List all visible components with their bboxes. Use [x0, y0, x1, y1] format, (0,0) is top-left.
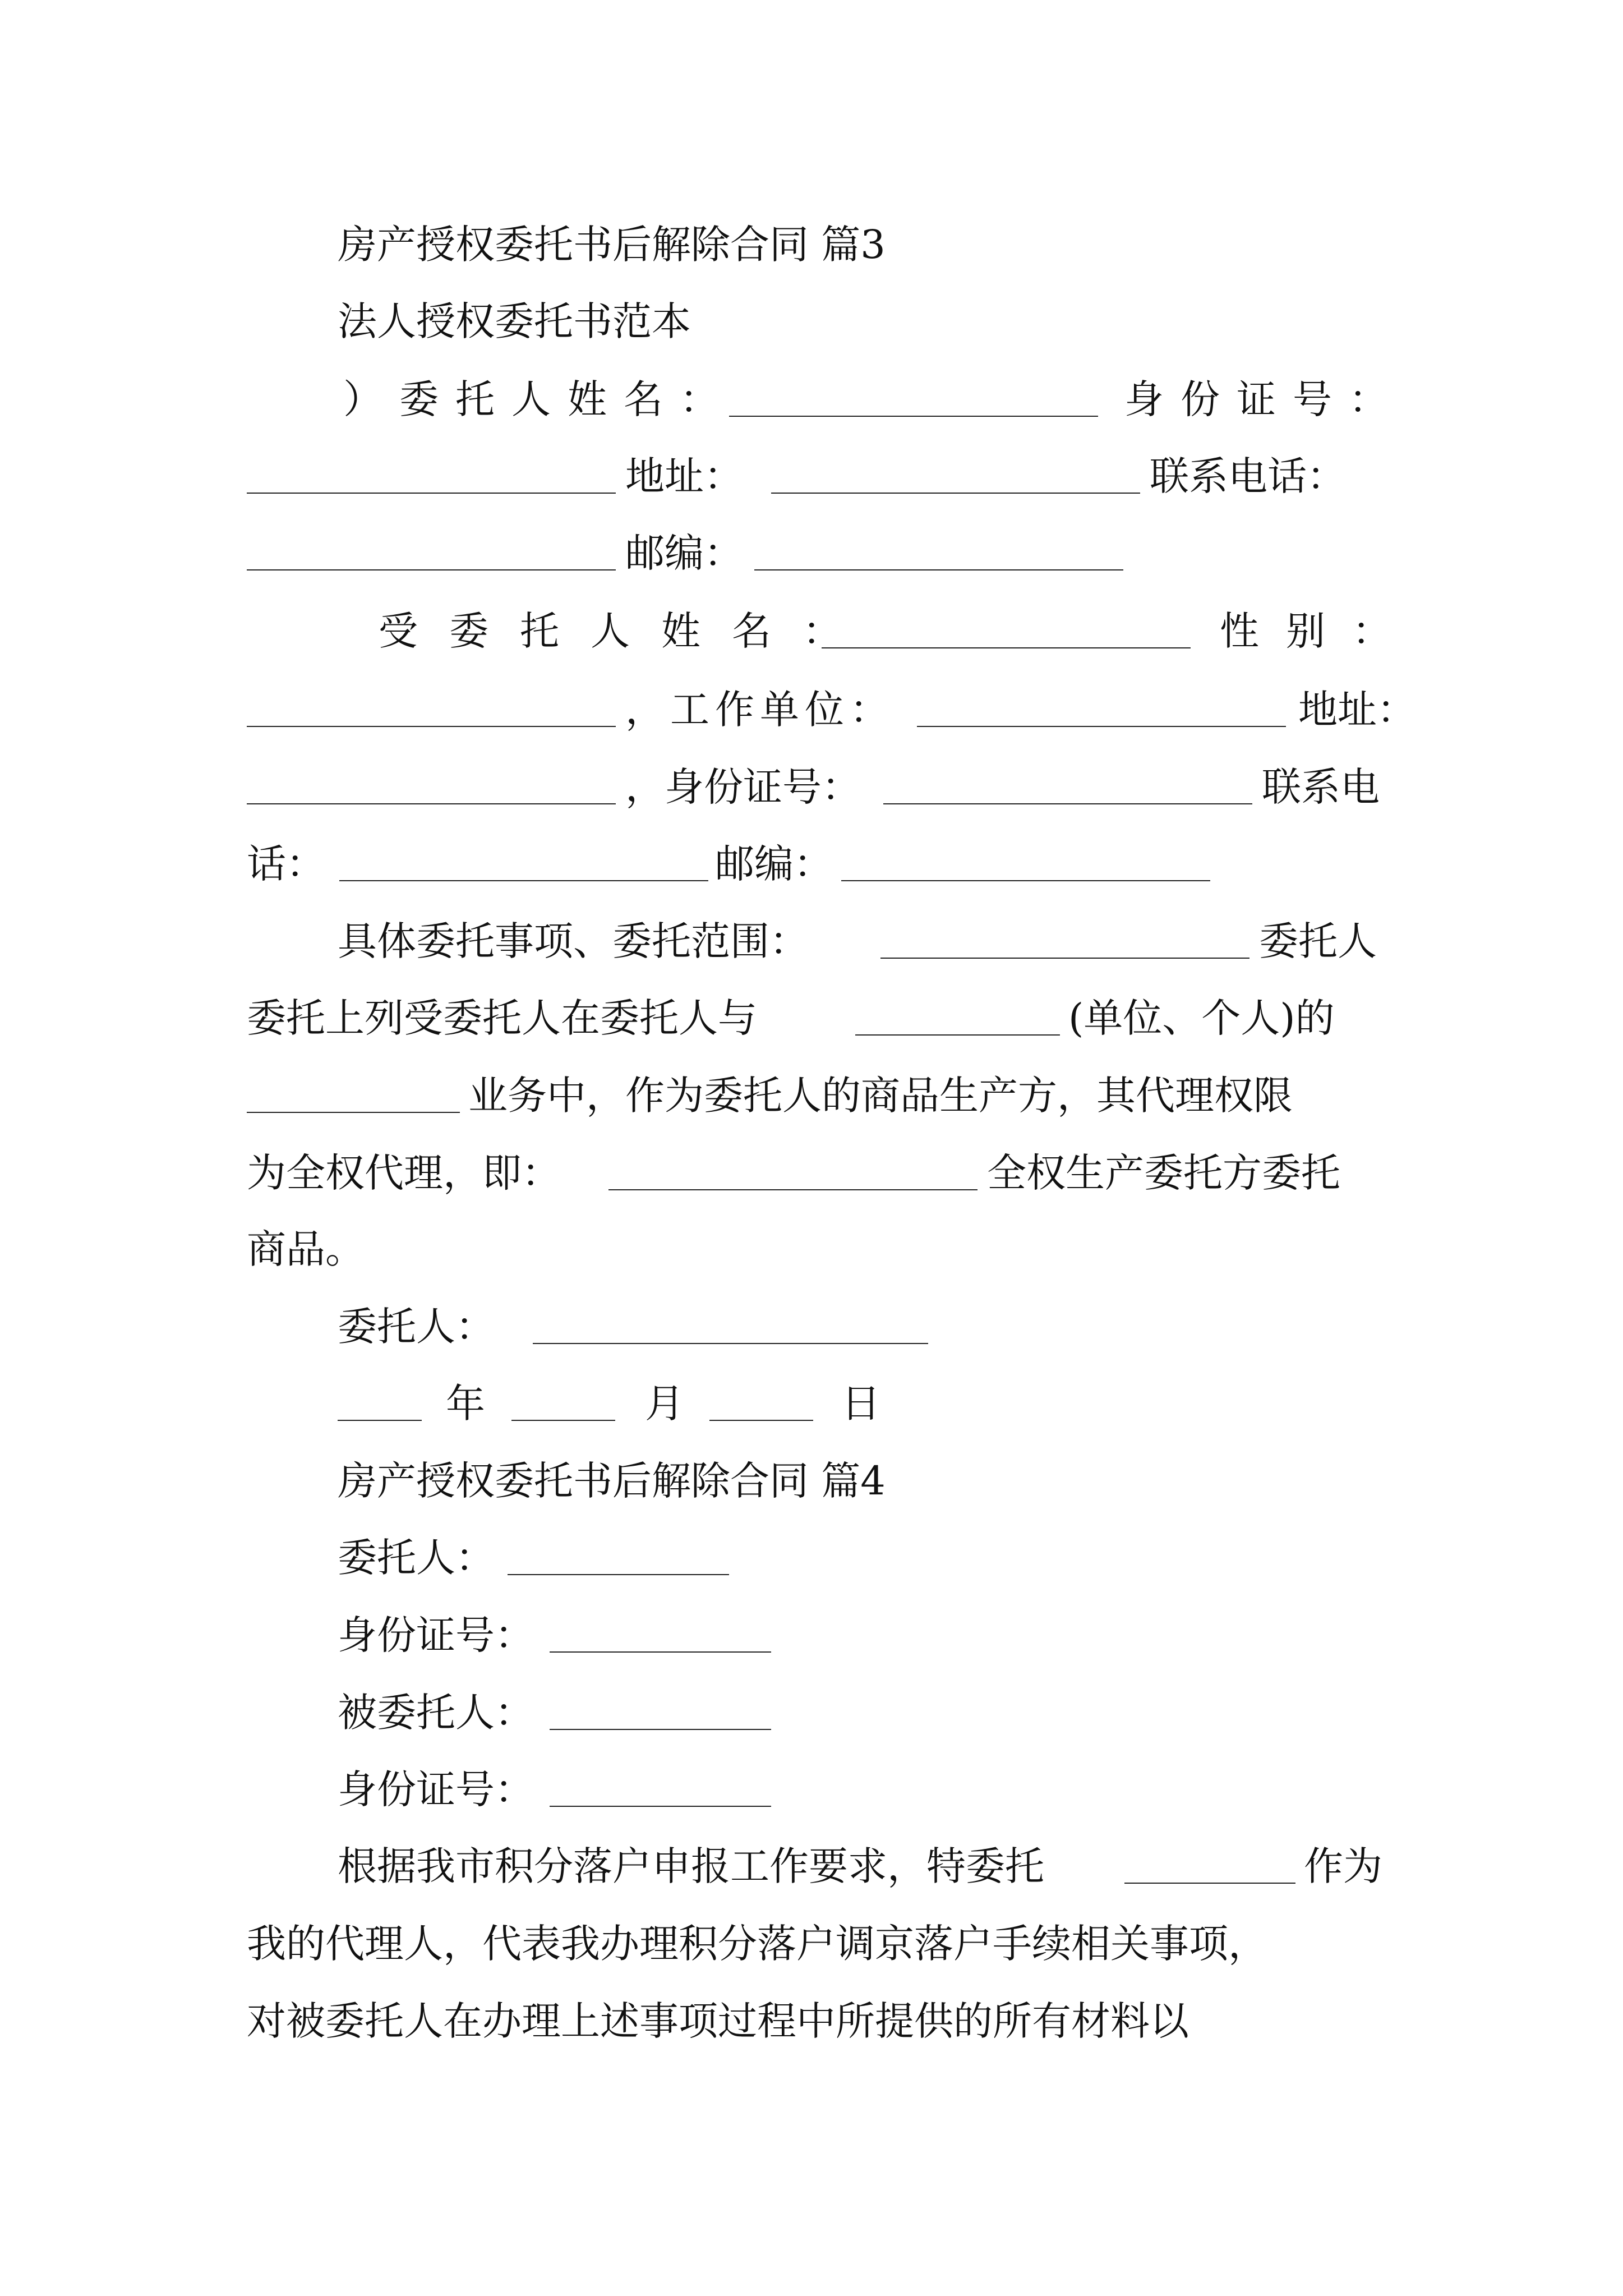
fill-blank: [247, 493, 616, 494]
body-text: 我的代理人，代表我办理积分落户调京落户手续相关事项，: [247, 1921, 1267, 1967]
label-text: ）委托人姓名：: [343, 376, 736, 422]
text-line: [0, 522, 1623, 584]
fill-blank: [508, 1574, 729, 1575]
label-text: 性别：: [1220, 608, 1418, 654]
fill-blank: [822, 647, 1191, 648]
date-day-label: 日: [841, 1381, 880, 1427]
heading-text: 房产授权委托书后解除合同 篇3: [338, 222, 886, 268]
fill-blank: [841, 880, 1210, 881]
body-text: 委托人: [1259, 918, 1377, 964]
text-line: [0, 756, 1623, 818]
date-year-label: 年: [446, 1381, 485, 1427]
body-text: (单位、个人)的: [1068, 995, 1335, 1041]
date-month-label: 月: [645, 1381, 684, 1427]
title-text: 法人授权委托书范本: [338, 298, 691, 344]
fill-blank: [608, 1189, 978, 1190]
text-line: [0, 1142, 1623, 1204]
text-line: [0, 1682, 1623, 1743]
body-text: 具体委托事项、委托范围：: [338, 918, 809, 964]
body-text: 商品。: [247, 1226, 365, 1272]
label-text: 联系电: [1262, 764, 1380, 810]
fill-blank: [883, 803, 1252, 804]
text-line: [0, 445, 1623, 507]
fill-blank: [339, 880, 708, 881]
fill-blank: [917, 726, 1286, 727]
text-line: [0, 1218, 1623, 1280]
label-text: 被委托人：: [338, 1690, 534, 1736]
body-text: 业务中，作为委托人的商品生产方，其代理权限: [468, 1073, 1293, 1119]
text-line: [0, 1990, 1623, 2052]
body-text: 对被委托人在办理上述事项过程中所提供的所有材料以: [247, 1998, 1189, 2044]
document-title: [0, 291, 1623, 352]
text-line: [0, 910, 1623, 972]
text-line: [0, 1759, 1623, 1820]
fill-blank: [754, 569, 1123, 570]
body-text: 委托上列受委托人在委托人与: [247, 995, 757, 1041]
fill-blank: [247, 569, 616, 570]
fill-blank: [550, 1651, 771, 1653]
heading-text: 房产授权委托书后解除合同 篇4: [338, 1458, 886, 1504]
label-text: 邮编：: [625, 530, 743, 576]
section-heading: [0, 1450, 1623, 1512]
label-text: 地址：: [625, 453, 743, 499]
fill-blank: [247, 1112, 460, 1113]
fill-blank: [338, 1420, 422, 1421]
text-line: [0, 1835, 1623, 1897]
date-line: [0, 1373, 1623, 1434]
text-line: [0, 987, 1623, 1049]
fill-blank: [550, 1729, 771, 1730]
fill-blank: [709, 1420, 813, 1421]
label-text: 身份证号：: [338, 1766, 534, 1812]
body-text: 根据我市积分落户申报工作要求，特委托: [338, 1843, 1044, 1889]
label-text: 委托人：: [338, 1535, 495, 1581]
label-text: ，工作单位：: [625, 687, 895, 733]
fill-blank: [855, 1034, 1060, 1036]
text-line: [0, 1065, 1623, 1126]
signature-line: [0, 1296, 1623, 1358]
text-line: [0, 1527, 1623, 1589]
text-line: [0, 1913, 1623, 1975]
text-line: [0, 600, 1623, 662]
label-text: 委托人：: [338, 1304, 495, 1350]
fill-blank: [880, 958, 1249, 959]
fill-blank: [729, 416, 1098, 417]
text-line: [0, 1604, 1623, 1666]
body-text: 全权生产委托方委托: [987, 1150, 1340, 1196]
section-heading: [0, 214, 1623, 275]
fill-blank: [550, 1806, 771, 1807]
text-line: [0, 369, 1623, 430]
fill-blank: [533, 1343, 928, 1344]
label-text: 话：: [247, 841, 325, 887]
body-text: 为全权代理，即：: [247, 1150, 561, 1196]
label-text: 身份证号：: [338, 1612, 534, 1658]
label-text: 地址：: [1298, 687, 1416, 733]
text-line: [0, 833, 1623, 895]
body-text: 作为: [1304, 1843, 1382, 1889]
text-line: [0, 679, 1623, 740]
label-text: ，身份证号：: [625, 764, 861, 810]
label-text: 受委托人姓名：: [379, 608, 873, 654]
fill-blank: [771, 493, 1140, 494]
label-text: 身份证号：: [1124, 376, 1405, 422]
label-text: 邮编：: [715, 841, 833, 887]
label-text: 联系电话：: [1150, 453, 1346, 499]
fill-blank: [1124, 1883, 1295, 1884]
fill-blank: [247, 803, 616, 804]
fill-blank: [511, 1420, 615, 1421]
fill-blank: [247, 726, 616, 727]
